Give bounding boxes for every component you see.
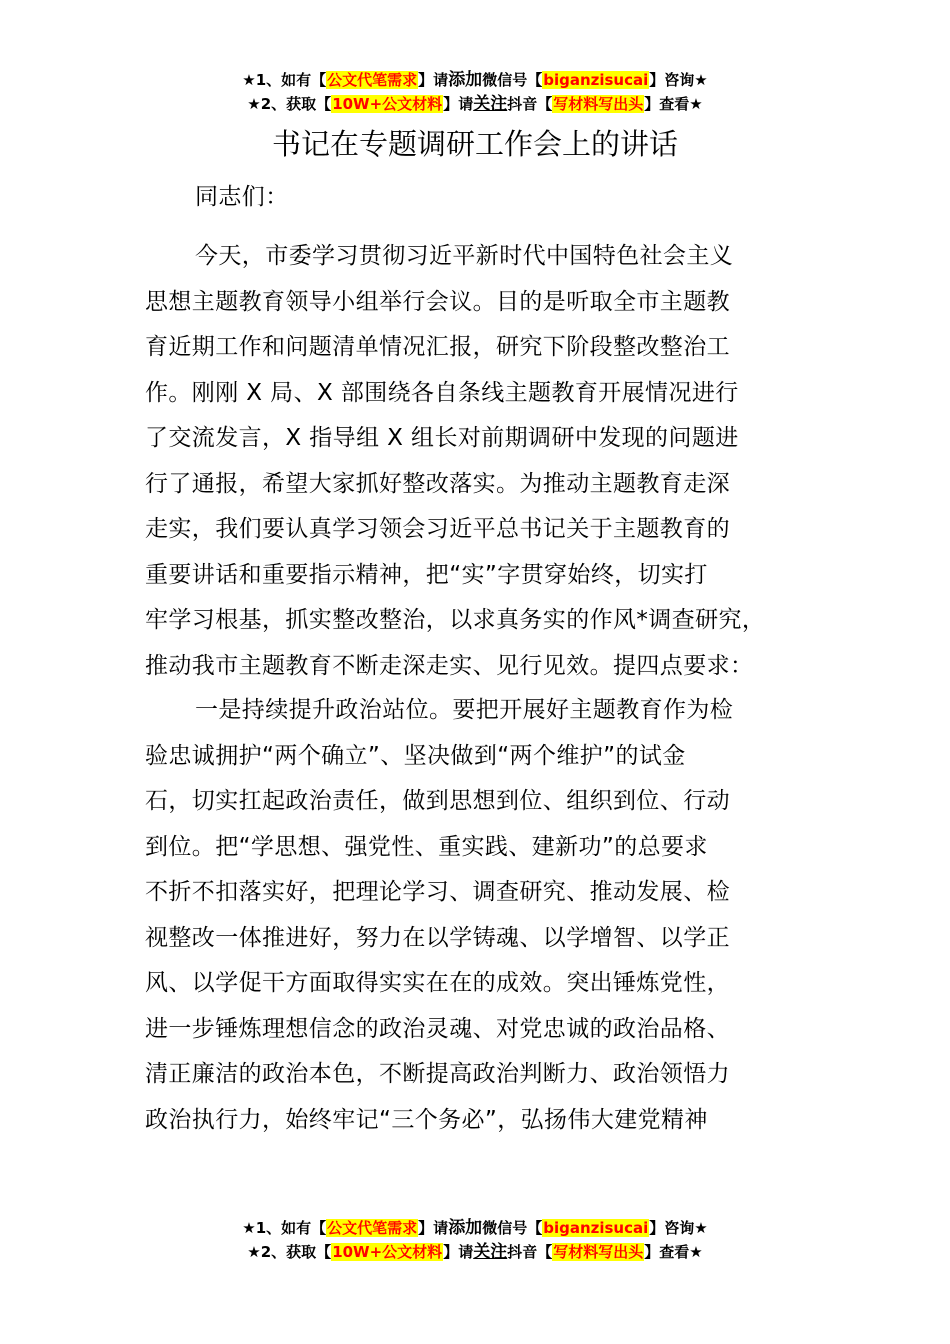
highlight-materials: 10W+公文材料 — [332, 1243, 443, 1261]
star-icon: ★ — [694, 71, 708, 89]
banner-text: 1、如有【 — [255, 71, 327, 89]
text-line: 石，切实扛起政治责任，做到思想到位、组织到位、行动 — [145, 788, 730, 814]
banner-text: 】请 — [443, 95, 474, 113]
text-line: 风、以学促干方面取得实实在在的成效。突出锤炼党性， — [145, 970, 730, 996]
banner-emphasis: 添加 — [448, 70, 483, 90]
document-title: 书记在专题调研工作会上的讲话 — [271, 127, 678, 161]
banner-emphasis: 添加 — [448, 1218, 483, 1238]
text-line: 走实，我们要认真学习领会习近平总书记关于主题教育的 — [145, 516, 730, 542]
star-icon: ★ — [694, 1219, 708, 1237]
star-icon: ★ — [242, 1219, 256, 1237]
text-line: 行了通报，希望大家抓好整改落实。为推动主题教育走深 — [145, 470, 730, 497]
banner-text: 微信号【 — [482, 1219, 543, 1237]
star-icon: ★ — [247, 1243, 261, 1261]
text-line: 验忠诚拥护“两个确立”、坚决做到“两个维护”的试金 — [145, 742, 686, 769]
banner-text: 微信号【 — [482, 71, 543, 89]
banner-text: 抖音【 — [507, 1243, 553, 1261]
text-line: 思想主题教育领导小组举行会议。目的是听取全市主题教 — [145, 288, 730, 315]
header-banner — [0, 68, 950, 116]
banner-text: 】请 — [418, 1219, 449, 1237]
banner-text: 2、获取【 — [260, 95, 332, 113]
greeting-block — [145, 175, 815, 221]
banner-text: 】咨询 — [649, 71, 695, 89]
star-icon: ★ — [689, 95, 703, 113]
highlight-service: 公文代笔需求 — [327, 1219, 418, 1237]
text-line: 到位。把“学思想、强党性、重实践、建新功”的总要求 — [145, 833, 708, 860]
highlight-douyin: 写材料写出头 — [553, 1243, 644, 1261]
banner-text: 抖音【 — [507, 95, 553, 113]
text-line: 牢学习根基，抓实整改整治，以求真务实的作风*调查研究， — [145, 607, 766, 633]
star-icon: ★ — [242, 71, 256, 89]
text-line: 一是持续提升政治站位。要把开展好主题教育作为检 — [195, 697, 734, 723]
greeting: 同志们： — [195, 184, 289, 210]
highlight-materials: 10W+公文材料 — [332, 95, 443, 113]
banner-line-2 — [0, 1240, 950, 1264]
star-icon: ★ — [247, 95, 261, 113]
text-line: 政治执行力，始终牢记“三个务必”，弘扬伟大建党精神 — [145, 1106, 708, 1133]
highlight-wechat-id: biganzisucai — [543, 71, 649, 89]
footer-banner — [0, 1216, 950, 1264]
banner-emphasis: 关注 — [473, 1242, 508, 1262]
banner-text: 】请 — [443, 1243, 474, 1261]
highlight-wechat-id: biganzisucai — [543, 1219, 649, 1237]
text-line: 育近期工作和问题清单情况汇报，研究下阶段整改整治工 — [145, 334, 730, 360]
banner-text: 】请 — [418, 71, 449, 89]
banner-line-2 — [0, 92, 950, 116]
text-line: 作。刚刚 X 局、X 部围绕各自条线主题教育开展情况进行 — [145, 379, 739, 406]
banner-text: 】咨询 — [649, 1219, 695, 1237]
paragraph-1 — [145, 234, 815, 689]
text-line: 进一步锤炼理想信念的政治灵魂、对党忠诚的政治品格、 — [145, 1015, 730, 1042]
banner-line-1 — [0, 68, 950, 92]
paragraph-2 — [145, 688, 815, 1143]
text-line: 今天，市委学习贯彻习近平新时代中国特色社会主义 — [195, 243, 734, 269]
text-line: 推动我市主题教育不断走深走实、见行见效。提四点要求： — [145, 652, 754, 679]
banner-text: 】查看 — [644, 95, 690, 113]
banner-emphasis: 关注 — [473, 94, 508, 114]
banner-text: 2、获取【 — [260, 1243, 332, 1261]
banner-line-1 — [0, 1216, 950, 1240]
text-line: 重要讲话和重要指示精神，把“实”字贯穿始终，切实打 — [145, 561, 708, 588]
text-line: 不折不扣落实好，把理论学习、调查研究、推动发展、检 — [145, 879, 730, 905]
highlight-service: 公文代笔需求 — [327, 71, 418, 89]
banner-text: 1、如有【 — [255, 1219, 327, 1237]
text-line: 视整改一体推进好，努力在以学铸魂、以学增智、以学正 — [145, 924, 730, 951]
banner-text: 】查看 — [644, 1243, 690, 1261]
star-icon: ★ — [689, 1243, 703, 1261]
text-line: 清正廉洁的政治本色，不断提高政治判断力、政治领悟力 — [145, 1061, 730, 1087]
text-line: 了交流发言，X 指导组 X 组长对前期调研中发现的问题进 — [145, 425, 739, 451]
highlight-douyin: 写材料写出头 — [553, 95, 644, 113]
